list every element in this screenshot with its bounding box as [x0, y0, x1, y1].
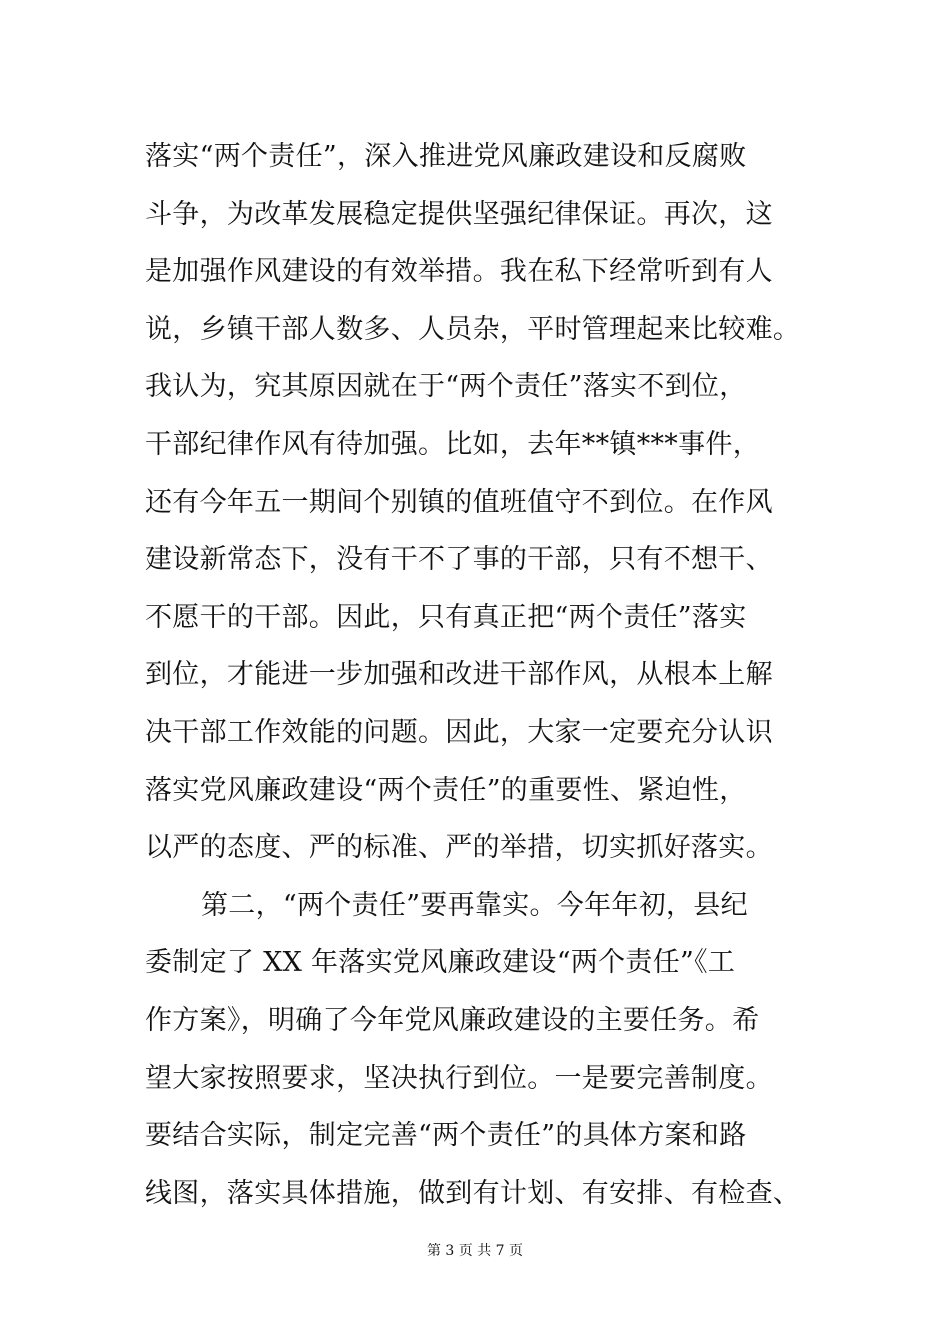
text-line: 线图，落实具体措施，做到有计划、有安排、有检查、	[145, 1177, 801, 1209]
text-line: 斗争，为改革发展稳定提供坚强纪律保证。再次，这	[145, 198, 773, 230]
page-footer	[0, 1241, 950, 1261]
text-line: 是加强作风建设的有效举措。我在私下经常听到有人	[145, 256, 773, 288]
text-line: 以严的态度、严的标准、严的举措，切实抓好落实。	[145, 832, 773, 864]
text-line: 我认为，究其原因就在于“两个责任”落实不到位，	[145, 371, 747, 403]
text-line: 建设新常态下，没有干不了事的干部，只有不想干、	[145, 544, 773, 576]
body-text	[145, 128, 825, 1222]
text-line: 还有今年五一期间个别镇的值班值守不到位。在作风	[145, 486, 773, 518]
text-line: 望大家按照要求，坚决执行到位。一是要完善制度。	[145, 1062, 773, 1094]
text-line: 干部纪律作风有待加强。比如，去年**镇***事件，	[145, 428, 760, 460]
paragraph-start-line: 第二，“两个责任”要再靠实。今年年初，县纪	[201, 889, 748, 921]
page-number: 第 3 页 共 7 页	[426, 1243, 524, 1259]
text-line: 决干部工作效能的问题。因此，大家一定要充分认识	[145, 716, 773, 748]
text-line: 落实党风廉政建设“两个责任”的重要性、紧迫性，	[145, 774, 747, 806]
text-line: 说，乡镇干部人数多、人员杂，平时管理起来比较难。	[145, 313, 801, 345]
text-line: 不愿干的干部。因此，只有真正把“两个责任”落实	[145, 601, 747, 633]
text-line: 要结合实际，制定完善“两个责任”的具体方案和路	[145, 1120, 747, 1152]
text-line: 落实“两个责任”，深入推进党风廉政建设和反腐败	[145, 141, 747, 172]
text-line: 到位，才能进一步加强和改进干部作风，从根本上解	[145, 659, 773, 691]
text-line: 委制定了 XX 年落实党风廉政建设“两个责任”《工	[145, 947, 736, 979]
text-line: 作方案》，明确了今年党风廉政建设的主要任务。希	[145, 1004, 760, 1036]
